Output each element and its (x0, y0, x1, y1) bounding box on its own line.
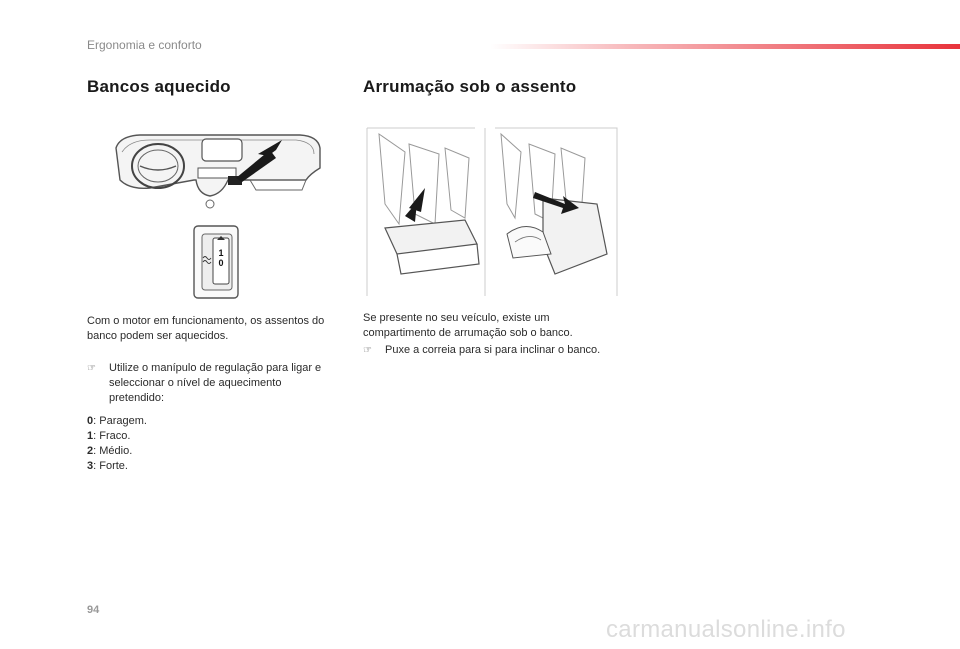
pointer-hand-icon: ☞ (87, 363, 96, 374)
heated-seat-dial-illustration (192, 224, 240, 300)
header-section-label: Ergonomia e conforto (87, 38, 202, 52)
heated-seats-bullet (87, 361, 337, 406)
heat-level-item: 3: Forte. (87, 460, 128, 472)
heat-level-item: 1: Fraco. (87, 430, 131, 442)
heated-seats-intro: Com o motor em funcionamento, os assentos do banco podem ser aquecidos. (87, 315, 325, 342)
pointer-hand-icon: ☞ (363, 345, 372, 356)
header-accent-bar (490, 44, 960, 49)
under-seat-storage-bullet-text: Puxe a correia para si para inclinar o banco. (385, 344, 601, 356)
heated-seats-title: Bancos aquecido (87, 77, 231, 96)
dial-label-1: 1 (218, 248, 224, 258)
heated-seats-bullet-text: Utilize o manípulo de regulação para ligar e seleccionar o nível de aquecimento pretendido: (109, 362, 322, 404)
dial-label-0: 0 (218, 258, 224, 268)
dashboard-illustration (110, 130, 326, 216)
heat-level-item: 0: Paragem. (87, 415, 147, 427)
page-number: 94 (87, 604, 100, 616)
seat-storage-illustration (365, 124, 619, 298)
under-seat-storage-bullet (363, 343, 603, 358)
under-seat-storage-intro: Se presente no seu veículo, existe um compartimento de arrumação sob o banco. (363, 312, 573, 339)
heat-level-list (87, 414, 147, 474)
watermark: carmanualsonline.info (606, 616, 846, 643)
heat-level-item: 2: Médio. (87, 445, 133, 457)
under-seat-storage-title: Arrumação sob o assento (363, 77, 577, 96)
